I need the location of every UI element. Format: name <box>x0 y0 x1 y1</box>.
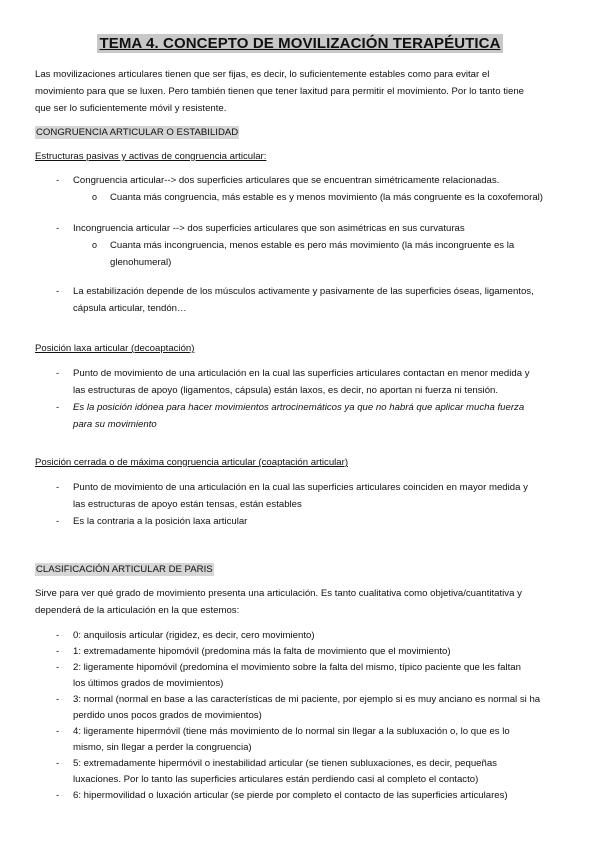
intro-line-1: Las movilizaciones articulares tienen que ser fijas, es decir, lo suficientemente estables como para evitar el <box>35 69 490 80</box>
subheading-estructuras: Estructuras pasivas y activas de congruencia articular: <box>35 151 267 162</box>
list-item: La estabilización depende de los músculos activamente y pasivamente de las superficies óseas, ligamentos, <box>73 286 534 297</box>
list-item: 3: normal (normal en base a las características de mi paciente, por ejemplo si es muy anciano es normal si ha <box>73 694 541 705</box>
list-dash: - <box>56 286 60 297</box>
list-dash: - <box>56 726 60 737</box>
document-title-wrap <box>0 35 600 53</box>
list-dash: - <box>56 482 60 493</box>
section-heading-text: CLASIFICACIÓN ARTICULAR DE PARIS <box>36 564 213 575</box>
list-dash: - <box>56 175 60 186</box>
subheading-posicion-laxa: Posición laxa articular (decoaptación) <box>35 343 195 354</box>
list-item: 1: extremadamente hipomóvil (predomina más la falta de movimiento que el movimiento) <box>73 646 451 657</box>
intro-line-2: movimiento para que se luxen. Pero también tienen que tener laxitud para permitir el movimiento. Por lo tanto tiene <box>35 86 525 97</box>
list-item: 4: ligeramente hipermóvil (tiene más movimiento de lo normal sin llegar a la subluxación o, lo que es lo <box>73 726 510 737</box>
list-item-cont: perdido unos pocos grados de movimientos) <box>73 710 262 721</box>
list-item: Es la contraria a la posición laxa articular <box>73 516 248 527</box>
list-item-cont: cápsula articular, tendón… <box>73 303 187 314</box>
list-item-cont: las estructuras de apoyo (ligamentos, cápsula) están laxos, es decir, no aportan ni fuerza ni tensión. <box>73 385 499 396</box>
list-item: Punto de movimiento de una articulación en la cual las superficies articulares coinciden en mayor medida y <box>73 482 528 493</box>
list-item-cont: los últimos grados de movimientos) <box>73 678 224 689</box>
list-item-cont: mismo, sin llegar a perder la congruencia) <box>73 742 252 753</box>
list-item: 2: ligeramente hipomóvil (predomina el movimiento sobre la falta del mismo, típico paciente que les faltan <box>73 662 521 673</box>
list-dash: - <box>56 516 60 527</box>
section-heading-text: CONGRUENCIA ARTICULAR O ESTABILIDAD <box>36 127 239 138</box>
paris-intro-line-2: dependerá de la articulación en la que estemos: <box>35 605 240 616</box>
list-item: Punto de movimiento de una articulación en la cual las superficies articulares contactan en menor medida y <box>73 368 530 379</box>
intro-line-3: que ser lo suficientemente móvil y resistente. <box>35 103 227 114</box>
list-item: Es la posición idónea para hacer movimientos artrocinemáticos ya que no habrá que aplicar mucha fuerza <box>73 402 525 413</box>
list-dash: - <box>56 758 60 769</box>
list-item: 6: hipermovilidad o luxación articular (se pierde por completo el contacto de las superficies articulares) <box>73 790 508 801</box>
list-item-cont: glenohumeral) <box>110 257 172 268</box>
list-item-cont: luxaciones. Por lo tanto las superficies articulares están perdiendo casi al completo el contacto) <box>73 774 479 785</box>
list-item: Incongruencia articular --> dos superficies articulares que son asimétricas en sus curvaturas <box>73 223 465 234</box>
list-dash: - <box>56 402 60 413</box>
list-item: Cuanta más congruencia, más estable es y menos movimiento (la más congruente es la coxofemoral) <box>110 192 543 203</box>
list-dash: - <box>56 630 60 641</box>
section-heading-paris <box>35 561 214 578</box>
list-bullet: o <box>92 192 98 202</box>
subheading-posicion-cerrada: Posición cerrada o de máxima congruencia articular (coaptación articular) <box>35 457 349 468</box>
list-item: 0: anquilosis articular (rigidez, es decir, cero movimiento) <box>73 630 315 641</box>
list-dash: - <box>56 662 60 673</box>
paris-intro-line-1: Sirve para ver qué grado de movimiento presenta una articulación. Es tanto cualitativa como objetiva/cuantitativa y <box>35 588 522 599</box>
list-item-cont: para su movimiento <box>73 419 157 430</box>
list-dash: - <box>56 646 60 657</box>
list-dash: - <box>56 694 60 705</box>
list-bullet: o <box>92 240 98 250</box>
list-item: Congruencia articular--> dos superficies articulares que se encuentran simétricamente relacionadas. <box>73 175 500 186</box>
document-title: TEMA 4. CONCEPTO DE MOVILIZACIÓN TERAPÉUTICA <box>99 35 501 52</box>
list-dash: - <box>56 790 60 801</box>
list-item: Cuanta más incongruencia, menos estable es pero más movimiento (la más incongruente es la <box>110 240 515 251</box>
list-dash: - <box>56 368 60 379</box>
list-item: 5: extremadamente hipermóvil o inestabilidad articular (se tienen subluxaciones, es decir, pequeñas <box>73 758 497 769</box>
list-dash: - <box>56 223 60 234</box>
section-heading-congruencia <box>35 124 239 141</box>
list-item-cont: las estructuras de apoyo están tensas, están estables <box>73 499 302 510</box>
